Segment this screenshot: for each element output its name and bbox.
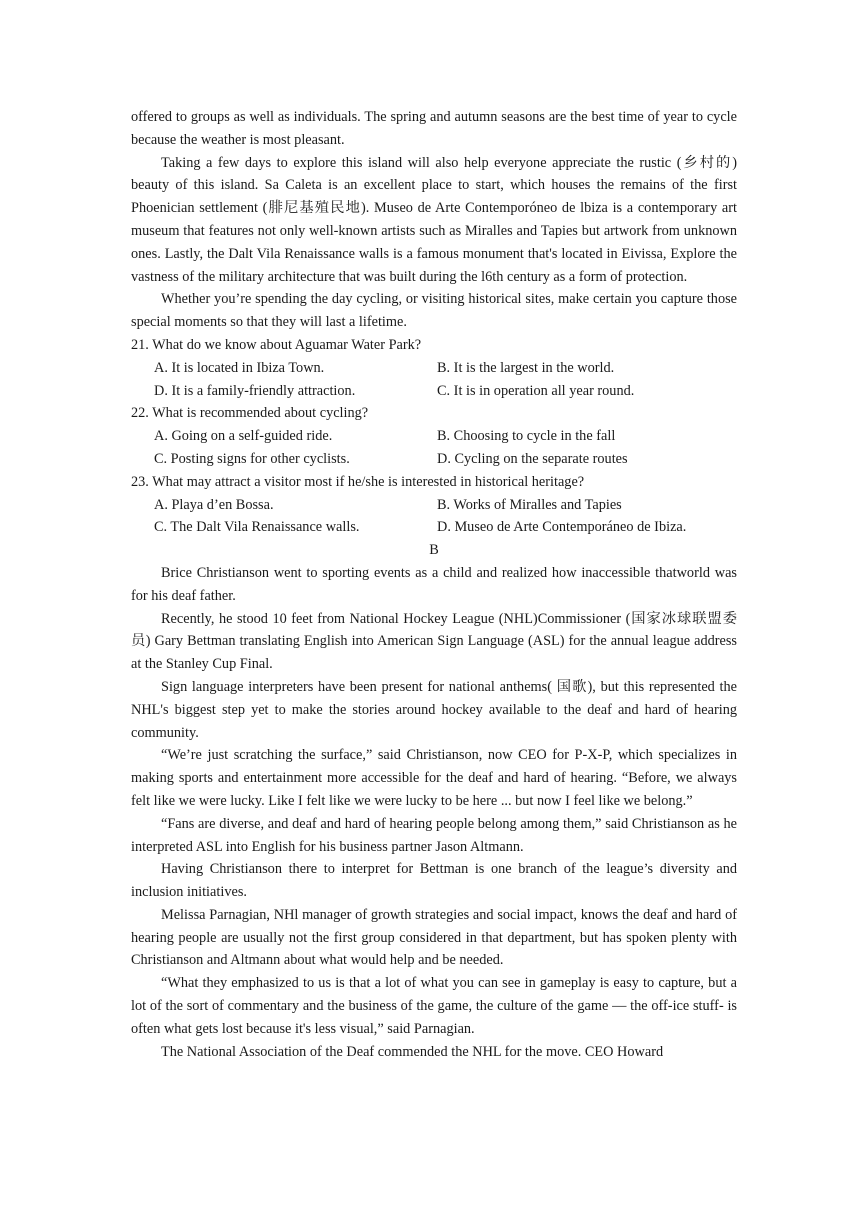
answer-option: D. Museo de Arte Contemporáneo de Ibiza. (437, 519, 687, 536)
passage-b-paragraph: Sign language interpreters have been present for national anthems( 国歌), but this represented the NHL's biggest step yet to make the stories around hockey available to the deaf and hard of hearing community. (131, 678, 737, 741)
answer-option: A. Playa d’en Bossa. (154, 496, 274, 513)
passage-b-paragraph: Melissa Parnagian, NHl manager of growth strategies and social impact, knows the deaf and hard of hearing people are usually not the first group considered in that department, but has spoken plenty with Christianson and Altmann about what would help and be needed. (131, 906, 737, 969)
passage-b-paragraph: Brice Christianson went to sporting events as a child and realized how inaccessible thatworld was for his deaf father. (131, 564, 737, 604)
answer-option: D. Cycling on the separate routes (437, 450, 628, 467)
question-stem: 22. What is recommended about cycling? (131, 405, 369, 422)
answer-option: A. Going on a self-guided ride. (154, 428, 333, 445)
answer-option: B. Works of Miralles and Tapies (437, 496, 622, 513)
passage-b-paragraph: “What they emphasized to us is that a lot of what you can see in gameplay is easy to capture, but a lot of the sort of commentary and the business of the game, the culture of the game — the off-ice stuff- is often what gets lost because it's less visual,” said Parnagian. (131, 975, 737, 1037)
answer-option: B. Choosing to cycle in the fall (437, 428, 616, 445)
passage-b-paragraph: Recently, he stood 10 feet from National Hockey League (NHL)Commissioner (国家冰球联盟委员) Gary Bettman translating English into American Sign Language (ASL) for the annual league address at the Stanley Cup Final. (131, 610, 737, 673)
question-options (131, 357, 737, 403)
answer-option: D. It is a family-friendly attraction. (154, 382, 356, 399)
passage-a-paragraph: offered to groups as well as individuals. The spring and autumn seasons are the best time of year to cycle because the weather is most pleasant. (131, 109, 737, 148)
passage-a-paragraph: Whether you’re spending the day cycling, or visiting historical sites, make certain you capture those special moments so that they will last a lifetime. (131, 291, 737, 331)
question-21 (131, 334, 737, 402)
passage-b-paragraph: “We’re just scratching the surface,” said Christianson, now CEO for P-X-P, which specializes in making sports and entertainment more accessible for the deaf and hard of hearing. “Before, we always felt like we were lucky. Like I felt like we were lucky to be here ... but now I feel like we belong.” (131, 747, 737, 809)
answer-option: C. The Dalt Vila Renaissance walls. (154, 519, 360, 536)
question-23 (131, 471, 737, 539)
answer-option: C. It is in operation all year round. (437, 382, 635, 399)
answer-option: C. Posting signs for other cyclists. (154, 450, 350, 467)
answer-option: A. It is located in Ibiza Town. (154, 359, 325, 376)
passage-a-paragraph: Taking a few days to explore this island will also help everyone appreciate the rustic (乡村的) beauty of this island. Sa Caleta is an excellent place to start, which houses the remains of the first Phoenician settlement (腓尼基殖民地). Museo de Arte Contemporóneo de lbiza is a contemporary art museum that features not only well-known artists such as Miralles and Tapies but artwork from unknown ones. Lastly, the Dalt Vila Renaissance walls is a famous monument that's located in Eivissa, Explore the vastness of the military architecture that was built during the l6th century as a form of protection. (131, 154, 737, 285)
question-options (131, 494, 737, 540)
passage-b-paragraph: Having Christianson there to interpret for Bettman is one branch of the league’s diversity and inclusion initiatives. (131, 861, 737, 901)
question-stem: 21. What do we know about Aguamar Water Park? (131, 336, 422, 353)
answer-option: B. It is the largest in the world. (437, 359, 615, 376)
question-options (131, 425, 737, 471)
exam-page (131, 106, 737, 1063)
question-22 (131, 402, 737, 470)
passage-b-paragraph: “Fans are diverse, and deaf and hard of hearing people belong among them,” said Christianson as he interpreted ASL into English for his business partner Jason Altmann. (131, 815, 737, 855)
passage-b-paragraph: The National Association of the Deaf commended the NHL for the move. CEO Howard (161, 1043, 664, 1060)
question-stem: 23. What may attract a visitor most if he/she is interested in historical heritage? (131, 473, 585, 490)
section-b-heading: B (429, 542, 439, 559)
